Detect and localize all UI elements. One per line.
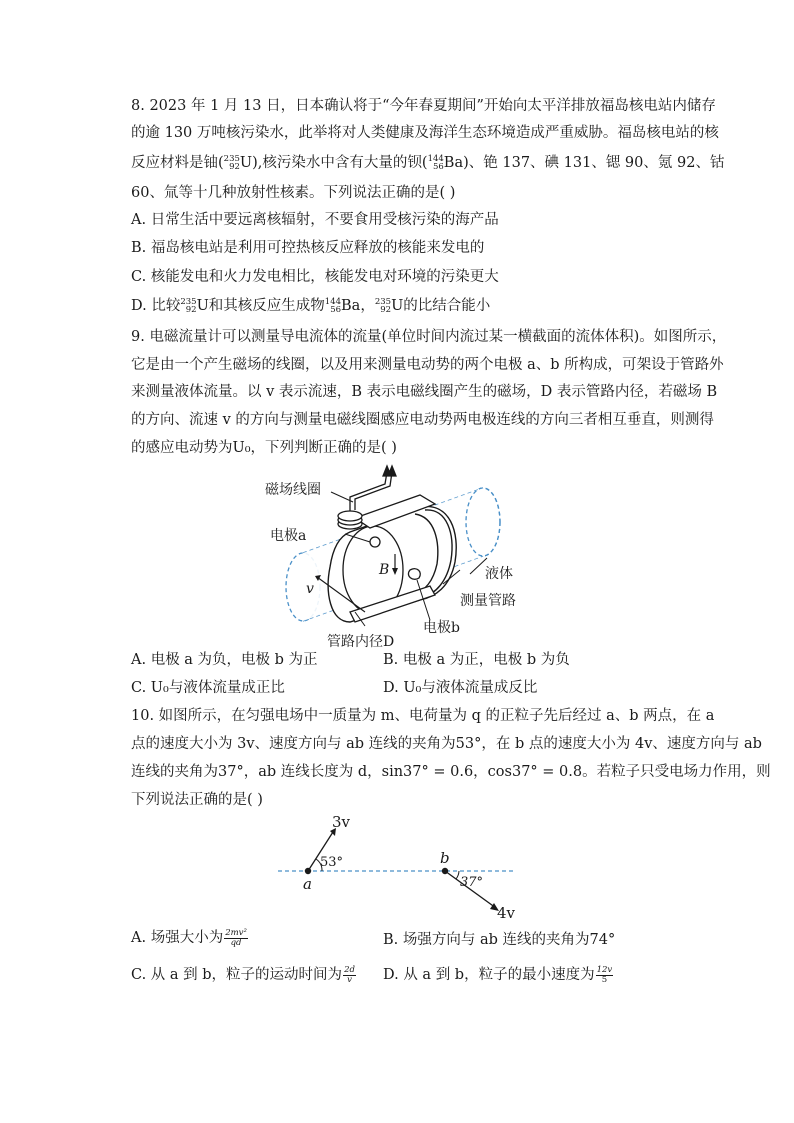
label-b-field: B (379, 562, 390, 578)
q10-option-c[interactable]: C. 从 a 到 b，粒子的运动时间为 $\frac{2d}{v}$ (131, 964, 355, 985)
label-37-degree: 37° (460, 875, 484, 890)
barium-nuclide: 144 56 (324, 297, 342, 315)
q8-line-4: 60、氚等十几种放射性核素。下列说法正确的是( ) (131, 185, 456, 201)
flowmeter-figure (255, 462, 555, 652)
label-4v: 4v (497, 904, 516, 922)
q8-option-d[interactable]: D. 比较 235 92 U和其核反应生成物 144 56 Ba， 235 92 U的比结合能小 (131, 297, 491, 315)
fraction: $\frac{12v}{5}$ (596, 964, 613, 985)
label-coil: 磁场线圈 (265, 482, 321, 498)
label-diameter: 管路内径D (327, 634, 395, 650)
q9-option-d[interactable]: D. U₀与液体流量成反比 (383, 680, 538, 696)
uranium-nuclide: 235 92 (374, 297, 392, 315)
electrode-a-dot (370, 537, 380, 547)
q8-text: U),核污染水中含有大量的钡( (239, 155, 428, 171)
q10-option-d[interactable]: D. 从 a 到 b，粒子的最小速度为 $\frac{12v}{5}$ (383, 964, 613, 985)
q8-line-1: 8. 2023 年 1 月 13 日，日本确认将于“今年春夏期间”开始向太平洋排放福岛核电站内储存 (131, 98, 716, 114)
fraction: $\frac{2d}{v}$ (344, 964, 355, 985)
q8-option-a[interactable]: A. 日常生活中要远离核辐射，不要食用受核污染的海产品 (131, 212, 499, 228)
velocity-figure (270, 810, 530, 925)
q9-option-b[interactable]: B. 电极 a 为正，电极 b 为负 (383, 652, 570, 668)
barium-nuclide: 144 56 (427, 154, 444, 172)
q9-line-5: 的感应电动势为U₀，下列判断正确的是( ) (131, 440, 397, 456)
q9-line-4: 的方向、流速 v 的方向与测量电磁线圈感应电动势两电极连线的方向三者相互垂直，则测得 (131, 412, 714, 428)
label-point-b: b (440, 849, 450, 867)
q8-option-b[interactable]: B. 福岛核电站是利用可控热核反应释放的核能来发电的 (131, 240, 485, 256)
q8-text: 反应材料是铀( (131, 155, 224, 171)
q10-line-3: 连线的夹角为37°，ab 连线长度为 d，sin37° = 0.6，cos37° = 0.8。若粒子只受电场力作用，则 (131, 764, 771, 780)
label-point-a: a (303, 875, 312, 893)
q10-option-b[interactable]: B. 场强方向与 ab 连线的夹角为74° (383, 932, 616, 948)
q10-line-2: 点的速度大小为 3v、速度方向与 ab 连线的夹角为53°，在 b 点的速度大小为 4v、速度方向与 ab (131, 736, 762, 752)
q10-line-1: 10. 如图所示，在匀强电场中一质量为 m、电荷量为 q 的正粒子先后经过 a、b 两点，在 a (131, 708, 715, 724)
q8-text: Ba)、铯 137、碘 131、锶 90、氪 92、钴 (443, 155, 725, 171)
q9-line-1: 9. 电磁流量计可以测量导电流体的流量(单位时间内流过某一横截面的流体体积)。如图所示， (131, 329, 727, 345)
fraction: $\frac{\text{2mv²}}{qd}$ (225, 927, 247, 948)
q9-option-a[interactable]: A. 电极 a 为负，电极 b 为正 (131, 652, 318, 668)
q8-option-c[interactable]: C. 核能发电和火力发电相比，核能发电对环境的污染更大 (131, 269, 499, 285)
q8-line-3 (131, 153, 724, 173)
uranium-nuclide: 235 92 (180, 297, 197, 315)
label-3v: 3v (332, 813, 351, 831)
q9-option-c[interactable]: C. U₀与液体流量成正比 (131, 680, 285, 696)
q9-line-2: 它是由一个产生磁场的线圈，以及用来测量电动势的两个电极 a、b 所构成，可架设于管路外 (131, 357, 724, 373)
label-electrode-a: 电极a (270, 528, 307, 544)
q8-line-2: 的逾 130 万吨核污染水，此举将对人类健康及海洋生态环境造成严重威胁。福岛核电站的核 (131, 125, 719, 141)
label-velocity: v (306, 581, 314, 597)
label-liquid: 液体 (485, 566, 513, 582)
q9-line-3: 来测量液体流量。以 v 表示流速，B 表示电磁线圈产生的磁场，D 表示管路内径，若磁场 B (131, 384, 718, 400)
label-electrode-b: 电极b (423, 620, 460, 636)
uranium-nuclide: 235 92 (223, 154, 240, 172)
electrode-b-dot (408, 569, 420, 580)
q10-option-a[interactable]: A. 场强大小为 $\frac{\text{2mv²}}{qd}$ (131, 927, 247, 948)
label-pipe: 测量管路 (460, 593, 516, 609)
q10-line-4: 下列说法正确的是( ) (131, 792, 263, 808)
label-53-degree: 53° (320, 855, 344, 870)
